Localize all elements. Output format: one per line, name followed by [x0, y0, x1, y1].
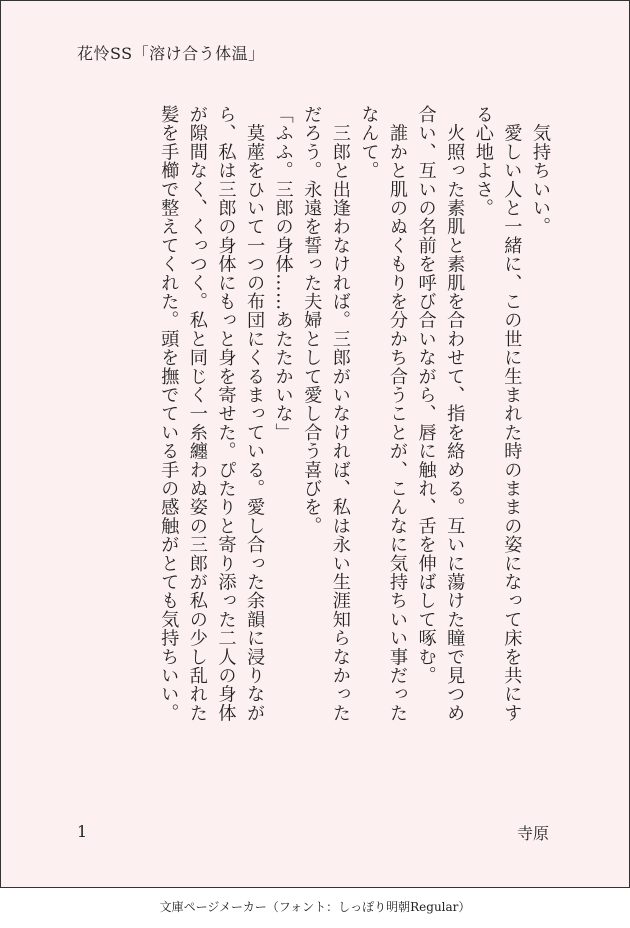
text-line: 愛しい人と一緒に、この世に生まれた時のままの姿になって床を共にす: [501, 105, 523, 723]
author-name: 寺原: [516, 824, 549, 843]
text-line: 合い、互いの名前を呼び合いながら、唇に触れ、舌を伸ばして啄む。: [415, 105, 437, 685]
text-line: る心地よさ。: [472, 105, 494, 218]
text-line: 誰かと肌のぬくもりを分かち合うことが、こんなに気持ちいい事だった: [387, 105, 409, 723]
text-line: 「ふふ。三郎の身体……あたたかいな」: [272, 105, 294, 442]
text-line: 火照った素肌と素肌を合わせて、指を絡める。互いに蕩けた瞳で見つめ: [444, 105, 466, 723]
text-line: 気持ちいい。: [530, 105, 551, 236]
page-title: 花怜SS「溶け合う体温」: [77, 44, 265, 63]
text-line: 莫蓙をひいて一つの布団にくるまっている。愛し合った余韻に浸りなが: [244, 105, 266, 723]
text-line: ら、私は三郎の身体にもっと身を寄せた。ぴたりと寄り添った二人の身体: [215, 105, 237, 723]
page-number: 1: [77, 822, 88, 841]
text-line: が隙間なく、くっつく。私と同じく一糸纏わぬ姿の三郎が私の少し乱れた: [186, 105, 208, 723]
text-line: 髪を手櫛で整えてくれた。頭を撫でている手の感触がとても気持ちいい。: [158, 105, 180, 723]
text-line: だろう。永遠を誓った夫婦として愛し合う喜びを。: [301, 105, 323, 536]
text-line: 三郎と出逢わなければ。三郎がいなければ、私は永い生涯知らなかった: [329, 105, 351, 723]
text-line: なんて。: [358, 105, 380, 180]
vertical-body-text: [74, 105, 554, 795]
footer-credit: 文庫ページメーカー（フォント：しっぽり明朝Regular）: [159, 900, 471, 914]
